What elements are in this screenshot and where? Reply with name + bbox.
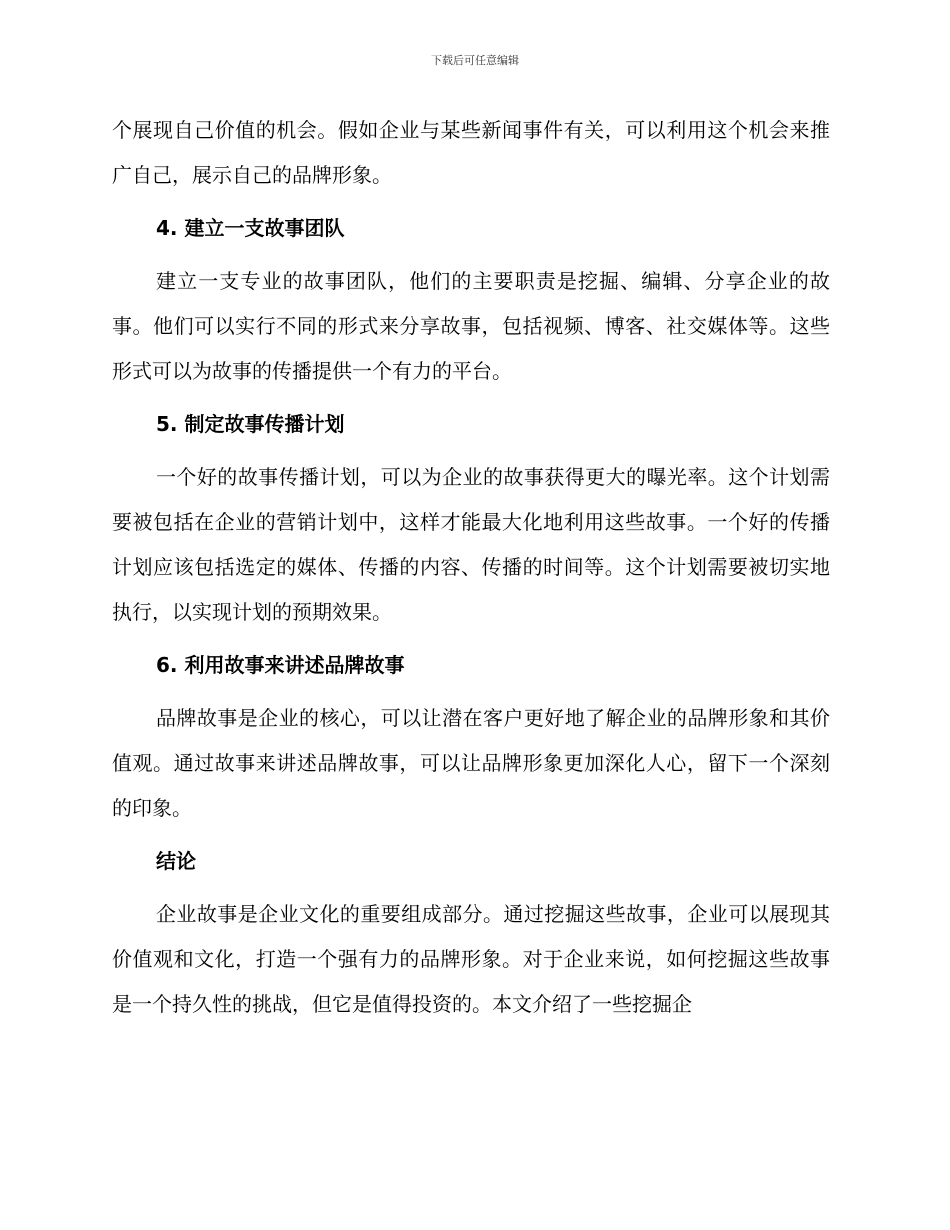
document-body (112, 108, 830, 1035)
paragraph-conclusion: 企业故事是企业文化的重要组成部分。通过挖掘这些故事，企业可以展现其价值观和文化，打造一个强有力的品牌形象。对于企业来说，如何挖掘这些故事是一个持久性的挑战，但它是值得投资的。本文介绍了一些挖掘企 (112, 902, 830, 1016)
section-heading-6: 6. 利用故事来讲述品牌故事 (156, 653, 405, 677)
conclusion-heading: 结论 (156, 849, 196, 873)
paragraph-section-5: 一个好的故事传播计划，可以为企业的故事获得更大的曝光率。这个计划需要被包括在企业的营销计划中，这样才能最大化地利用这些故事。一个好的传播计划应该包括选定的媒体、传播的内容、传播的时间等。这个计划需要被切实地执行，以实现计划的预期效果。 (112, 465, 830, 624)
section-heading-5: 5. 制定故事传播计划 (156, 412, 345, 436)
paragraph-section-4: 建立一支专业的故事团队，他们的主要职责是挖掘、编辑、分享企业的故事。他们可以实行不同的形式来分享故事，包括视频、博客、社交媒体等。这些形式可以为故事的传播提供一个有力的平台。 (112, 269, 830, 383)
page-header: 下载后可任意编辑 (431, 54, 519, 67)
paragraph-section-6: 品牌故事是企业的核心，可以让潜在客户更好地了解企业的品牌形象和其价值观。通过故事来讲述品牌故事，可以让品牌形象更加深化人心，留下一个深刻的印象。 (112, 706, 830, 820)
paragraph-continuation: 个展现自己价值的机会。假如企业与某些新闻事件有关，可以利用这个机会来推广自己，展示自己的品牌形象。 (112, 118, 830, 187)
section-heading-4: 4. 建立一支故事团队 (156, 216, 345, 240)
